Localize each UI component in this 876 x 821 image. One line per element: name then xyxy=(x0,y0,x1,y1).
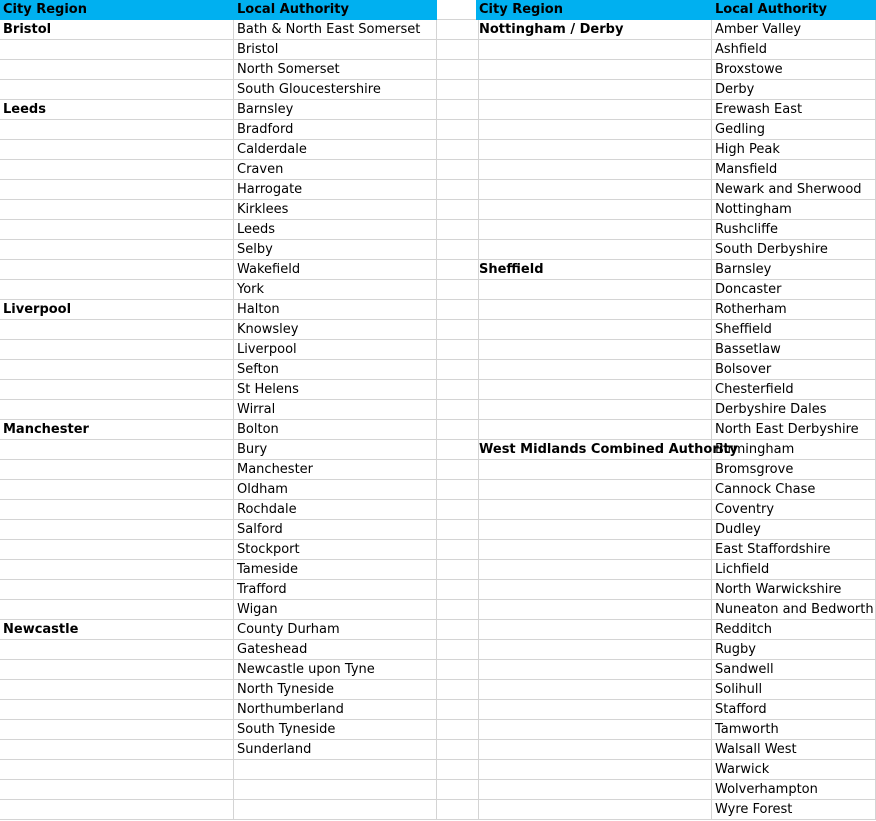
right-local-authority-cell[interactable]: Walsall West xyxy=(712,740,876,760)
left-city-region-cell[interactable] xyxy=(0,500,234,520)
left-city-region-cell[interactable] xyxy=(0,80,234,100)
right-local-authority-cell[interactable]: Stafford xyxy=(712,700,876,720)
spacer-cell[interactable] xyxy=(437,200,479,220)
spacer-cell[interactable] xyxy=(437,160,479,180)
right-city-region-cell[interactable] xyxy=(476,400,712,420)
right-local-authority-cell[interactable]: Ashfield xyxy=(712,40,876,60)
right-city-region-cell[interactable] xyxy=(476,180,712,200)
left-local-authority-cell[interactable] xyxy=(234,760,437,780)
left-local-authority-cell[interactable]: St Helens xyxy=(234,380,437,400)
right-city-region-cell[interactable] xyxy=(476,240,712,260)
right-local-authority-cell[interactable]: Warwick xyxy=(712,760,876,780)
right-city-region-cell[interactable] xyxy=(476,540,712,560)
right-city-region-cell[interactable] xyxy=(476,460,712,480)
table-row xyxy=(0,520,875,540)
left-local-authority-cell[interactable]: South Gloucestershire xyxy=(234,80,437,100)
spacer-cell[interactable] xyxy=(437,60,479,80)
table-row xyxy=(0,360,875,380)
table-row xyxy=(0,580,875,600)
spacer-cell[interactable] xyxy=(437,140,479,160)
left-city-region-cell[interactable] xyxy=(0,160,234,180)
right-city-region-cell[interactable] xyxy=(476,780,712,800)
right-city-region-cell[interactable] xyxy=(476,700,712,720)
left-local-authority-cell[interactable]: County Durham xyxy=(234,620,437,640)
left-local-authority-cell[interactable]: Harrogate xyxy=(234,180,437,200)
table-row xyxy=(0,240,875,260)
spacer-cell[interactable] xyxy=(437,280,479,300)
right-city-region-cell[interactable] xyxy=(476,60,712,80)
header-city-region-right[interactable]: City Region xyxy=(476,0,712,20)
right-local-authority-cell[interactable]: Solihull xyxy=(712,680,876,700)
right-local-authority-cell[interactable]: Erewash East xyxy=(712,100,876,120)
spacer-cell[interactable] xyxy=(437,100,479,120)
left-local-authority-cell[interactable]: Manchester xyxy=(234,460,437,480)
spacer-cell[interactable] xyxy=(437,520,479,540)
right-local-authority-cell[interactable]: North East Derbyshire xyxy=(712,420,876,440)
left-local-authority-cell[interactable]: Oldham xyxy=(234,480,437,500)
right-city-region-cell[interactable] xyxy=(476,720,712,740)
right-city-region-cell[interactable] xyxy=(476,520,712,540)
left-local-authority-cell[interactable]: Bury xyxy=(234,440,437,460)
spacer-cell[interactable] xyxy=(437,760,479,780)
table-row xyxy=(0,280,875,300)
table-row xyxy=(0,420,875,440)
table-row xyxy=(0,500,875,520)
spacer-cell[interactable] xyxy=(437,780,479,800)
right-local-authority-cell[interactable]: Bassetlaw xyxy=(712,340,876,360)
spacer-cell[interactable] xyxy=(437,380,479,400)
spacer-cell[interactable] xyxy=(437,40,479,60)
left-local-authority-cell[interactable]: Bristol xyxy=(234,40,437,60)
left-city-region-cell[interactable] xyxy=(0,800,234,820)
right-local-authority-cell[interactable]: North Warwickshire xyxy=(712,580,876,600)
left-city-region-cell[interactable] xyxy=(0,360,234,380)
table-row xyxy=(0,480,875,500)
right-city-region-cell[interactable] xyxy=(476,100,712,120)
right-city-region-cell[interactable] xyxy=(476,560,712,580)
left-local-authority-cell[interactable]: Sefton xyxy=(234,360,437,380)
table-row xyxy=(0,340,875,360)
left-city-region-cell[interactable] xyxy=(0,60,234,80)
right-city-region-cell[interactable] xyxy=(476,320,712,340)
right-city-region-cell[interactable] xyxy=(476,300,712,320)
left-city-region-cell[interactable] xyxy=(0,680,234,700)
left-city-region-cell[interactable]: Leeds xyxy=(0,100,234,120)
left-local-authority-cell[interactable]: Newcastle upon Tyne xyxy=(234,660,437,680)
spacer-cell[interactable] xyxy=(437,240,479,260)
left-city-region-cell[interactable] xyxy=(0,220,234,240)
left-local-authority-cell[interactable]: Trafford xyxy=(234,580,437,600)
spacer-cell[interactable] xyxy=(437,620,479,640)
right-local-authority-cell[interactable]: High Peak xyxy=(712,140,876,160)
right-local-authority-cell[interactable]: Wolverhampton xyxy=(712,780,876,800)
right-city-region-cell[interactable] xyxy=(476,480,712,500)
right-local-authority-cell[interactable]: South Derbyshire xyxy=(712,240,876,260)
right-city-region-cell[interactable] xyxy=(476,580,712,600)
spacer-cell[interactable] xyxy=(437,800,479,820)
right-city-region-cell[interactable] xyxy=(476,220,712,240)
table-row xyxy=(0,160,875,180)
right-local-authority-cell[interactable]: Rotherham xyxy=(712,300,876,320)
left-city-region-cell[interactable] xyxy=(0,380,234,400)
spacer-cell[interactable] xyxy=(437,440,479,460)
spacer-cell[interactable] xyxy=(437,260,479,280)
left-city-region-cell[interactable] xyxy=(0,560,234,580)
right-local-authority-cell[interactable]: Rushcliffe xyxy=(712,220,876,240)
left-city-region-cell[interactable]: Liverpool xyxy=(0,300,234,320)
right-local-authority-cell[interactable]: Derby xyxy=(712,80,876,100)
right-local-authority-cell[interactable]: Birmingham xyxy=(712,440,876,460)
table-row xyxy=(0,80,875,100)
table-row xyxy=(0,220,875,240)
left-city-region-cell[interactable] xyxy=(0,600,234,620)
left-local-authority-cell[interactable]: Wigan xyxy=(234,600,437,620)
spacer-cell[interactable] xyxy=(437,80,479,100)
spacer-cell[interactable] xyxy=(437,480,479,500)
right-city-region-cell[interactable] xyxy=(476,360,712,380)
left-city-region-cell[interactable] xyxy=(0,180,234,200)
right-city-region-cell[interactable] xyxy=(476,640,712,660)
left-city-region-cell[interactable] xyxy=(0,780,234,800)
right-city-region-cell[interactable] xyxy=(476,800,712,820)
left-local-authority-cell[interactable]: South Tyneside xyxy=(234,720,437,740)
left-city-region-cell[interactable] xyxy=(0,340,234,360)
right-local-authority-cell[interactable]: Barnsley xyxy=(712,260,876,280)
left-city-region-cell[interactable] xyxy=(0,660,234,680)
table-row xyxy=(0,680,875,700)
spacer-cell[interactable] xyxy=(437,300,479,320)
spacer-cell[interactable] xyxy=(437,600,479,620)
left-local-authority-cell[interactable]: North Somerset xyxy=(234,60,437,80)
spacer-cell[interactable] xyxy=(437,660,479,680)
right-city-region-cell[interactable]: Sheffield xyxy=(476,260,712,280)
left-local-authority-cell[interactable]: Calderdale xyxy=(234,140,437,160)
header-city-region-left[interactable]: City Region xyxy=(0,0,234,20)
spacer-cell[interactable] xyxy=(437,700,479,720)
right-city-region-cell[interactable] xyxy=(476,340,712,360)
left-city-region-cell[interactable]: Bristol xyxy=(0,20,234,40)
right-local-authority-cell[interactable]: Sandwell xyxy=(712,660,876,680)
spacer-cell[interactable] xyxy=(437,420,479,440)
table-row xyxy=(0,380,875,400)
right-local-authority-cell[interactable]: Wyre Forest xyxy=(712,800,876,820)
left-city-region-cell[interactable] xyxy=(0,400,234,420)
right-local-authority-cell[interactable]: Doncaster xyxy=(712,280,876,300)
right-city-region-cell[interactable] xyxy=(476,660,712,680)
right-city-region-cell[interactable] xyxy=(476,80,712,100)
left-city-region-cell[interactable] xyxy=(0,540,234,560)
right-city-region-cell[interactable] xyxy=(476,740,712,760)
table-row xyxy=(0,120,875,140)
spacer-cell[interactable] xyxy=(437,120,479,140)
left-local-authority-cell[interactable]: Tameside xyxy=(234,560,437,580)
right-local-authority-cell[interactable]: Derbyshire Dales xyxy=(712,400,876,420)
right-city-region-cell[interactable] xyxy=(476,420,712,440)
right-city-region-cell[interactable]: West Midlands Combined Authority xyxy=(476,440,712,460)
spacer-cell[interactable] xyxy=(437,400,479,420)
left-local-authority-cell[interactable]: York xyxy=(234,280,437,300)
left-city-region-cell[interactable] xyxy=(0,200,234,220)
header-local-authority-left[interactable]: Local Authority xyxy=(234,0,437,20)
spacer-cell[interactable] xyxy=(437,720,479,740)
table-row xyxy=(0,40,875,60)
header-local-authority-right[interactable]: Local Authority xyxy=(712,0,876,20)
left-city-region-cell[interactable]: Manchester xyxy=(0,420,234,440)
spacer-cell[interactable] xyxy=(437,360,479,380)
left-local-authority-cell[interactable]: Wirral xyxy=(234,400,437,420)
right-local-authority-cell[interactable]: Chesterfield xyxy=(712,380,876,400)
left-local-authority-cell[interactable] xyxy=(234,800,437,820)
right-city-region-cell[interactable] xyxy=(476,280,712,300)
right-local-authority-cell[interactable]: East Staffordshire xyxy=(712,540,876,560)
spacer-cell[interactable] xyxy=(437,180,479,200)
right-local-authority-cell[interactable]: Sheffield xyxy=(712,320,876,340)
right-local-authority-cell[interactable]: Coventry xyxy=(712,500,876,520)
right-local-authority-cell[interactable]: Newark and Sherwood xyxy=(712,180,876,200)
left-city-region-cell[interactable] xyxy=(0,320,234,340)
table-row xyxy=(0,640,875,660)
left-local-authority-cell[interactable]: Barnsley xyxy=(234,100,437,120)
left-city-region-cell[interactable] xyxy=(0,580,234,600)
right-local-authority-cell[interactable]: Dudley xyxy=(712,520,876,540)
right-city-region-cell[interactable] xyxy=(476,380,712,400)
right-local-authority-cell[interactable]: Cannock Chase xyxy=(712,480,876,500)
left-city-region-cell[interactable] xyxy=(0,760,234,780)
left-city-region-cell[interactable] xyxy=(0,720,234,740)
left-local-authority-cell[interactable]: Kirklees xyxy=(234,200,437,220)
table-row xyxy=(0,300,875,320)
left-city-region-cell[interactable] xyxy=(0,240,234,260)
table-row xyxy=(0,180,875,200)
left-local-authority-cell[interactable]: Liverpool xyxy=(234,340,437,360)
table-row xyxy=(0,560,875,580)
spacer-cell[interactable] xyxy=(437,460,479,480)
left-local-authority-cell[interactable]: North Tyneside xyxy=(234,680,437,700)
left-city-region-cell[interactable] xyxy=(0,480,234,500)
spacer-cell[interactable] xyxy=(437,740,479,760)
table-row xyxy=(0,20,875,40)
spacer-cell[interactable] xyxy=(437,0,479,20)
left-local-authority-cell[interactable]: Rochdale xyxy=(234,500,437,520)
left-local-authority-cell[interactable]: Halton xyxy=(234,300,437,320)
right-local-authority-cell[interactable]: Amber Valley xyxy=(712,20,876,40)
left-city-region-cell[interactable] xyxy=(0,120,234,140)
left-local-authority-cell[interactable]: Leeds xyxy=(234,220,437,240)
right-city-region-cell[interactable] xyxy=(476,40,712,60)
spacer-cell[interactable] xyxy=(437,580,479,600)
table-row xyxy=(0,620,875,640)
right-local-authority-cell[interactable]: Redditch xyxy=(712,620,876,640)
table-row xyxy=(0,400,875,420)
right-local-authority-cell[interactable]: Broxstowe xyxy=(712,60,876,80)
spacer-cell[interactable] xyxy=(437,640,479,660)
table-row xyxy=(0,660,875,680)
right-local-authority-cell[interactable]: Nottingham xyxy=(712,200,876,220)
right-city-region-cell[interactable] xyxy=(476,200,712,220)
left-city-region-cell[interactable] xyxy=(0,460,234,480)
left-local-authority-cell[interactable]: Selby xyxy=(234,240,437,260)
left-local-authority-cell[interactable]: Knowsley xyxy=(234,320,437,340)
table-row xyxy=(0,740,875,760)
left-city-region-cell[interactable] xyxy=(0,740,234,760)
spacer-cell[interactable] xyxy=(437,500,479,520)
right-local-authority-cell[interactable]: Nuneaton and Bedworth xyxy=(712,600,876,620)
table-row xyxy=(0,140,875,160)
left-local-authority-cell[interactable]: Northumberland xyxy=(234,700,437,720)
right-local-authority-cell[interactable]: Bolsover xyxy=(712,360,876,380)
left-local-authority-cell[interactable]: Bath & North East Somerset xyxy=(234,20,437,40)
left-local-authority-cell[interactable]: Craven xyxy=(234,160,437,180)
left-city-region-cell[interactable] xyxy=(0,260,234,280)
spacer-cell[interactable] xyxy=(437,220,479,240)
right-city-region-cell[interactable] xyxy=(476,140,712,160)
right-local-authority-cell[interactable]: Lichfield xyxy=(712,560,876,580)
right-city-region-cell[interactable] xyxy=(476,500,712,520)
table-row xyxy=(0,700,875,720)
left-local-authority-cell[interactable]: Bolton xyxy=(234,420,437,440)
left-local-authority-cell[interactable]: Stockport xyxy=(234,540,437,560)
left-local-authority-cell[interactable]: Sunderland xyxy=(234,740,437,760)
right-city-region-cell[interactable] xyxy=(476,680,712,700)
table-row xyxy=(0,260,875,280)
table-row xyxy=(0,200,875,220)
right-city-region-cell[interactable] xyxy=(476,120,712,140)
spacer-cell[interactable] xyxy=(437,340,479,360)
table-row xyxy=(0,60,875,80)
left-city-region-cell[interactable] xyxy=(0,140,234,160)
right-city-region-cell[interactable] xyxy=(476,620,712,640)
table-row xyxy=(0,320,875,340)
table-row xyxy=(0,720,875,740)
left-city-region-cell[interactable] xyxy=(0,700,234,720)
right-city-region-cell[interactable] xyxy=(476,160,712,180)
right-local-authority-cell[interactable]: Mansfield xyxy=(712,160,876,180)
right-local-authority-cell[interactable]: Bromsgrove xyxy=(712,460,876,480)
left-city-region-cell[interactable] xyxy=(0,280,234,300)
table-row xyxy=(0,100,875,120)
spacer-cell[interactable] xyxy=(437,540,479,560)
left-city-region-cell[interactable] xyxy=(0,520,234,540)
right-city-region-cell[interactable]: Nottingham / Derby xyxy=(476,20,712,40)
left-city-region-cell[interactable]: Newcastle xyxy=(0,620,234,640)
right-local-authority-cell[interactable]: Tamworth xyxy=(712,720,876,740)
table-row xyxy=(0,760,875,780)
table-row xyxy=(0,780,875,800)
spacer-cell[interactable] xyxy=(437,560,479,580)
left-local-authority-cell[interactable]: Wakefield xyxy=(234,260,437,280)
table-row xyxy=(0,440,875,460)
spacer-cell[interactable] xyxy=(437,20,479,40)
left-local-authority-cell[interactable]: Salford xyxy=(234,520,437,540)
table-row xyxy=(0,600,875,620)
spacer-cell[interactable] xyxy=(437,320,479,340)
left-local-authority-cell[interactable]: Bradford xyxy=(234,120,437,140)
header-row xyxy=(0,0,875,20)
right-local-authority-cell[interactable]: Gedling xyxy=(712,120,876,140)
left-city-region-cell[interactable] xyxy=(0,640,234,660)
table-row xyxy=(0,800,875,820)
right-city-region-cell[interactable] xyxy=(476,600,712,620)
left-city-region-cell[interactable] xyxy=(0,40,234,60)
left-city-region-cell[interactable] xyxy=(0,440,234,460)
table-row xyxy=(0,460,875,480)
left-local-authority-cell[interactable]: Gateshead xyxy=(234,640,437,660)
right-local-authority-cell[interactable]: Rugby xyxy=(712,640,876,660)
spacer-cell[interactable] xyxy=(437,680,479,700)
left-local-authority-cell[interactable] xyxy=(234,780,437,800)
right-city-region-cell[interactable] xyxy=(476,760,712,780)
table-row xyxy=(0,540,875,560)
